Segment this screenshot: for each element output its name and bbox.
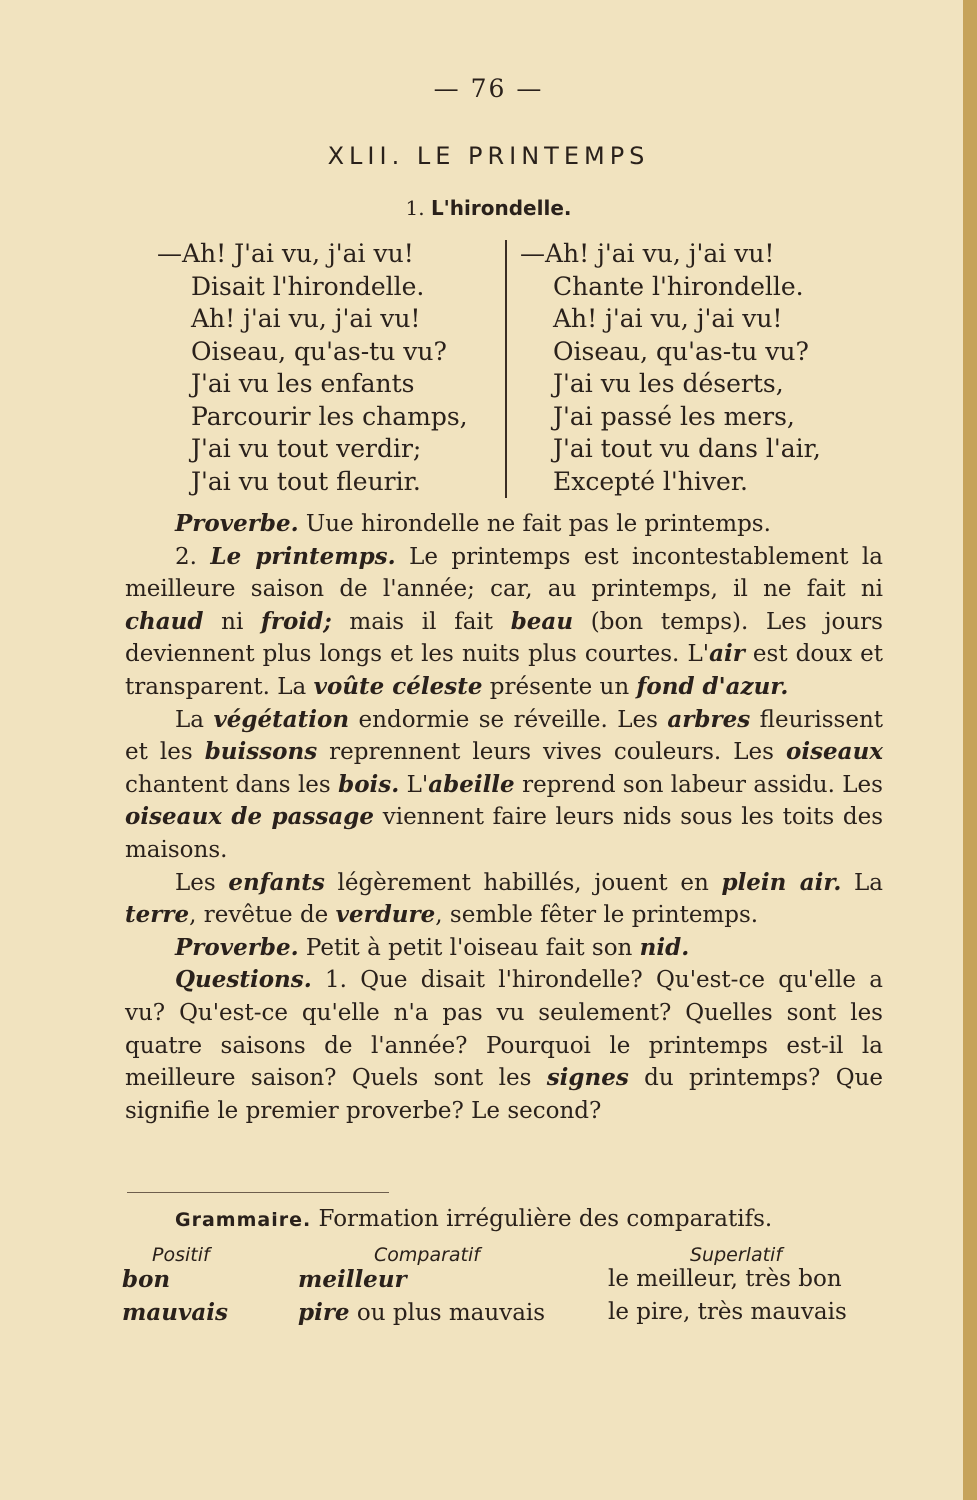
keyword: enfants (228, 868, 325, 896)
text-run: légèrement habillés, jouent en (324, 869, 722, 896)
section-number: 1. (405, 196, 425, 220)
keyword: bois. (338, 770, 400, 798)
text-run: viennent faire leurs nids sous les toits des maisons. (125, 804, 883, 863)
poem-line: —Ah! j'ai vu, j'ai vu! (520, 239, 775, 268)
text-run: présente un (482, 673, 637, 700)
proverb-label: Proverbe. (175, 933, 299, 961)
keyword: abeille (428, 770, 515, 798)
keyword: plein air. (721, 868, 842, 896)
header-comparative: Comparatif (374, 1244, 480, 1266)
keyword: pire (298, 1299, 350, 1326)
keyword: nid. (639, 933, 690, 961)
header-superlative: Superlatif (690, 1244, 783, 1266)
keyword: froid; (261, 607, 332, 635)
row-mauvais-comparative (298, 1299, 545, 1326)
poem-line: Excepté l'hiver. (553, 466, 748, 496)
row-bon-positive: bon (122, 1266, 171, 1293)
section-name: L'hirondelle. (430, 196, 572, 220)
poem-line: Oiseau, qu'as-tu vu? (553, 336, 809, 366)
keyword: oiseaux de passage (125, 803, 375, 831)
poem-line: J'ai tout vu dans l'air, (553, 434, 821, 463)
text-run: du printemps? Que signifie le premier proverbe? Le second? (125, 1065, 883, 1124)
text-run: 1. Que disait l'hirondelle? Qu'est-ce qu'elle a vu? Qu'est-ce qu'elle n'a pas vu seulement? Quelles sont les quatre saisons de l'année? Pourquoi le printemps est-il la meilleure saison? Quels sont les (125, 967, 883, 1092)
poem-line: Disait l'hirondelle. (191, 271, 425, 301)
text-run: est doux et transparent. La (125, 641, 883, 700)
text-run: reprennent leurs vives couleurs. Les (317, 739, 786, 766)
keyword: fond d'azur. (636, 672, 789, 700)
text-run: fleurissent et les (125, 706, 884, 766)
paragraph-enfants (125, 867, 883, 932)
section-rule (127, 1192, 389, 1193)
text-run: , revêtue de (189, 902, 336, 929)
keyword: meilleur (298, 1266, 407, 1293)
poem-line: J'ai passé les mers, (553, 401, 795, 431)
poem-left-column (157, 238, 468, 498)
keyword: oiseaux (786, 738, 883, 766)
keyword: beau (510, 607, 574, 635)
paragraph-number: 2. (175, 543, 211, 570)
poem-line: Oiseau, qu'as-tu vu? (191, 336, 447, 366)
prose-body (125, 508, 883, 1127)
text-run: , semble fêter le printemps. (435, 902, 759, 929)
poem-right-column (520, 238, 821, 498)
keyword: verdure (335, 901, 436, 929)
poem-divider (505, 240, 507, 498)
text-run: (bon temps). Les jours deviennent plus longs et les nuits plus courtes. L' (125, 608, 883, 668)
row-mauvais-superlative: le pire, très mauvais (608, 1299, 847, 1325)
text-run: ou plus mauvais (349, 1300, 546, 1326)
chapter-title: XLII. LE PRINTEMPS (327, 142, 650, 170)
text-run: chantent dans les (125, 771, 339, 798)
questions-label: Questions. (175, 966, 312, 994)
keyword: arbres (667, 705, 751, 733)
proverb-2 (125, 932, 883, 965)
poem-line: J'ai vu les déserts, (553, 369, 784, 398)
keyword: terre (125, 901, 190, 929)
keyword: végétation (213, 705, 350, 733)
grammar-title: Formation irrégulière des comparatifs. (311, 1206, 773, 1232)
text-run: Petit à petit l'oiseau fait son (298, 934, 640, 961)
text-run: endormie se réveille. Les (349, 706, 668, 733)
poem-line: Chante l'hirondelle. (553, 271, 804, 301)
keyword: signes (546, 1064, 629, 1092)
grammar-label: Grammaire. (175, 1209, 312, 1231)
poem-line: —Ah! J'ai vu, j'ai vu! (157, 239, 414, 268)
grammar-heading (175, 1206, 895, 1232)
poem-line: J'ai vu tout verdir; (191, 434, 422, 463)
proverb-1 (125, 508, 883, 541)
text-run: La (841, 869, 884, 896)
text-run: La (175, 706, 214, 733)
poem-line: Parcourir les champs, (191, 401, 468, 431)
keyword: buissons (204, 738, 318, 766)
poem-line: J'ai vu les enfants (191, 369, 415, 398)
text-run: Les (175, 869, 229, 896)
questions (125, 964, 883, 1127)
poem-line: Ah! j'ai vu, j'ai vu! (191, 304, 421, 333)
section-title (0, 196, 977, 220)
row-bon-comparative (298, 1266, 407, 1293)
proverb-label: Proverbe. (175, 510, 299, 537)
keyword: voûte céleste (313, 672, 483, 700)
poem-line: J'ai vu tout fleurir. (191, 466, 421, 496)
row-mauvais-positive: mauvais (122, 1299, 228, 1326)
text-run: Le printemps est incontestablement la meilleure saison de l'année; car, au printemps, il ne fait ni (125, 543, 883, 603)
paragraph-vegetation (125, 704, 883, 867)
paragraph-heading: Le printemps. (210, 542, 396, 570)
text-run: ni (203, 608, 262, 635)
text-run: mais il fait (331, 608, 511, 635)
page-edge (963, 0, 977, 1500)
row-bon-superlative: le meilleur, très bon (608, 1266, 842, 1292)
keyword: chaud (125, 607, 204, 635)
header-positive: Positif (152, 1244, 210, 1266)
page-number: — 76 — (433, 74, 544, 103)
proverb-text: Uue hirondelle ne fait pas le printemps. (298, 511, 771, 537)
poem-line: Ah! j'ai vu, j'ai vu! (553, 304, 783, 333)
text-run: reprend son labeur assidu. Les (514, 771, 883, 798)
keyword: air (709, 640, 745, 668)
text-run: L' (399, 771, 429, 798)
paragraph-printemps (125, 541, 883, 704)
